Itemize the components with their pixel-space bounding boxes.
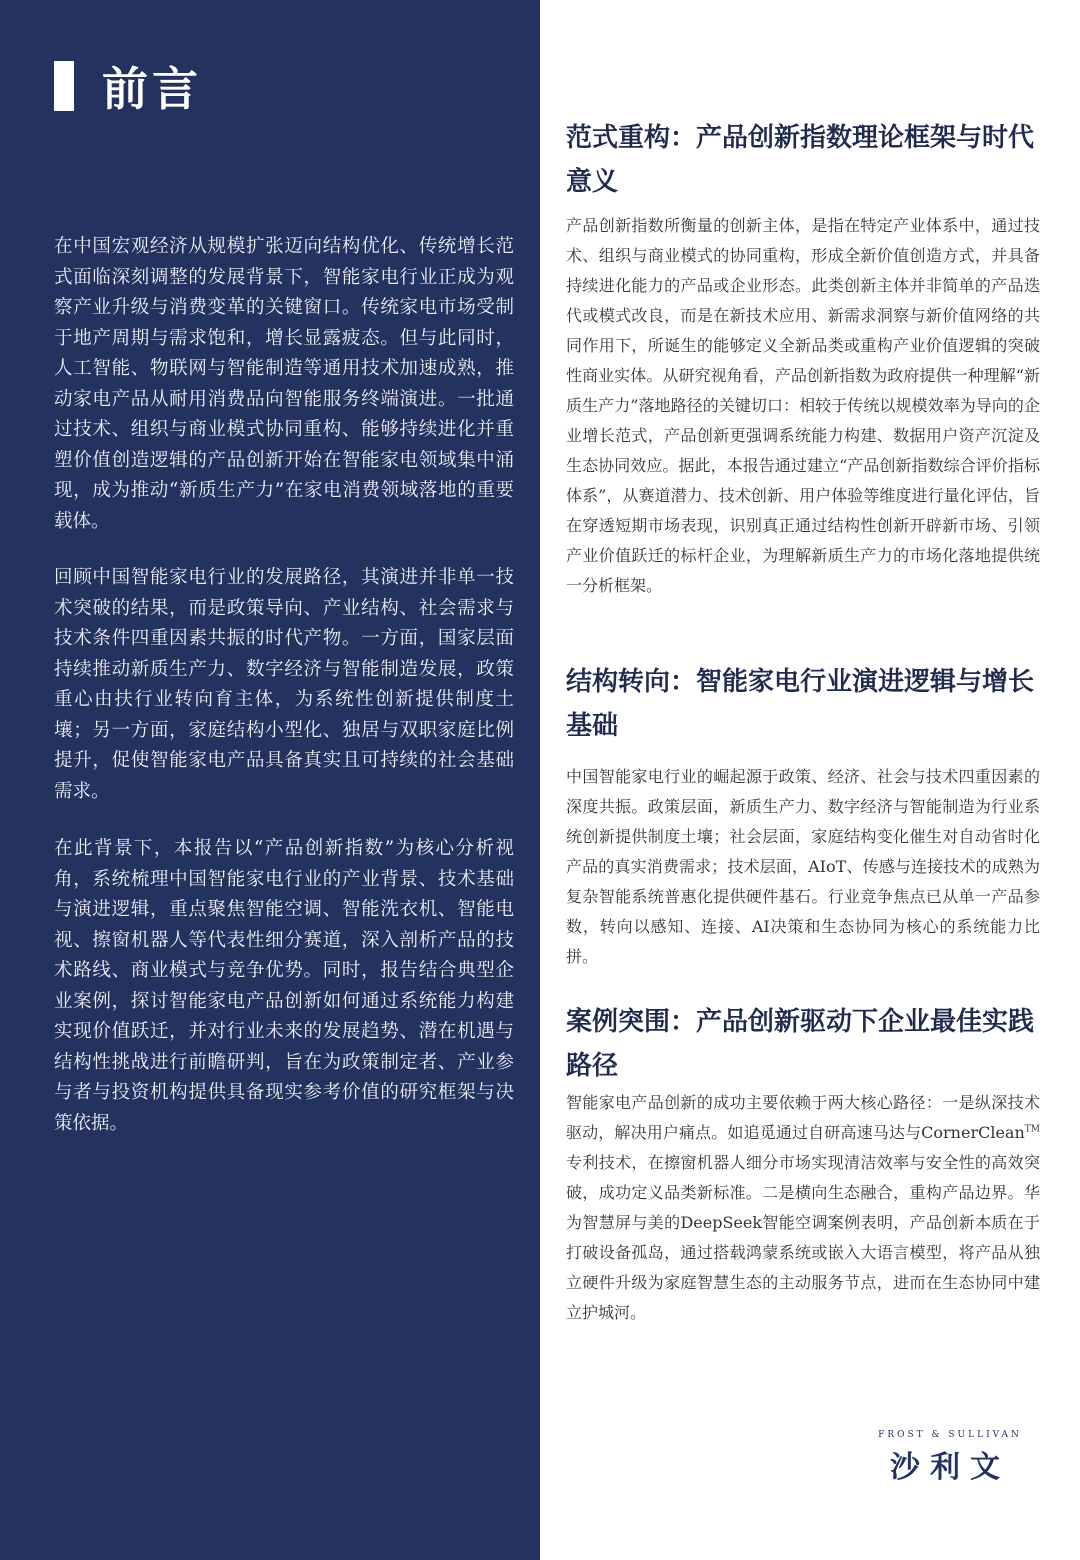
section-body-paradigm: 产品创新指数所衡量的创新主体，是指在特定产业体系中，通过技术、组织与商业模式的协同重构，形成全新价值创造方式，并具备持续进化能力的产品或企业形态。此类创新主体并非简单的产品迭代或模式改良，而是在新技术应用、新需求洞察与新价值网络的共同作用下，所诞生的能够定义全新品类或重构产业价值逻辑的突破性商业实体。从研究视角看，产品创新指数为政府提供一种理解“新质生产力”落地路径的关键切口：相较于传统以规模效率为导向的企业增长范式，产品创新更强调系统能力构建、数据用户资产沉淀及生态协同效应。据此，本报告通过建立“产品创新指数综合评价指标体系”，从赛道潜力、技术创新、用户体验等维度进行量化评估，旨在穿透短期市场表现，识别真正通过结构性创新开辟新市场、引领产业价值跃迁的标杆企业，为理解新质生产力的市场化落地提供统一分析框架。 [566,216,1040,595]
intro-paragraph-2: 回顾中国智能家电行业的发展路径，其演进并非单一技术突破的结果，而是政策导向、产业结构、社会需求与技术条件四重因素共振的时代产物。一方面，国家层面持续推动新质生产力、数字经济与智能制造发展，政策重心由扶行业转向育主体，为系统性创新提供制度土壤；另一方面，家庭结构小型化、独居与双职家庭比例提升，促使智能家电产品具备真实且可持续的社会基础需求。 [54,567,514,802]
trademark-mark: TM [1024,1124,1040,1135]
page-title: 前言 [102,62,202,116]
logo-chinese: 沙利文 [890,1450,1010,1485]
cases-body-part2: 专利技术，在擦窗机器人细分市场实现清洁效率与安全性的高效突破，成功定义品类新标准。二是横向生态融合，重构产品边界。华为智慧屏与美的DeepSeek智能空调案例表明，产品创新本质在于打破设备孤岛，通过搭载鸿蒙系统或嵌入大语言模型，将产品从独立硬件升级为家庭智慧生态的主动服务节点，进而在生态协同中建立护城河。 [566,1153,1040,1322]
intro-paragraph-1: 在中国宏观经济从规模扩张迈向结构优化、传统增长范式面临深刻调整的发展背景下，智能家电行业正成为观察产业升级与消费变革的关键窗口。传统家电市场受制于地产周期与需求饱和，增长显露疲态。但与此同时，人工智能、物联网与智能制造等通用技术加速成熟，推动家电产品从耐用消费品向智能服务终端演进。一批通过技术、组织与商业模式协同重构、能够持续进化并重塑价值创造逻辑的产品创新开始在智能家电领域集中涌现，成为推动“新质生产力”在家电消费领域落地的重要载体。 [54,236,514,532]
logo-english: FROST & SULLIVAN [878,1430,1022,1440]
cases-body-part1: 智能家电产品创新的成功主要依赖于两大核心路径：一是纵深技术驱动，解决用户痛点。如追觅通过自研高速马达与CornerClean [566,1093,1040,1142]
section-title-cases: 案例突围：产品创新驱动下企业最佳实践路径 [566,1007,1035,1081]
section-title-structure: 结构转向：智能家电行业演进逻辑与增长基础 [566,667,1035,741]
title-marker-bar [54,61,74,111]
intro-paragraph-3: 在此背景下，本报告以“产品创新指数”为核心分析视角，系统梳理中国智能家电行业的产业背景、技术基础与演进逻辑，重点聚焦智能空调、智能洗衣机、智能电视、擦窗机器人等代表性细分赛道，深入剖析产品的技术路线、商业模式与竞争优势。同时，报告结合典型企业案例，探讨智能家电产品创新如何通过系统能力构建实现价值跃迁，并对行业未来的发展趋势、潜在机遇与结构性挑战进行前瞻研判，旨在为政策制定者、产业参与者与投资机构提供具备现实参考价值的研究框架与决策依据。 [54,838,514,1134]
section-body-cases [566,1088,1040,1328]
page-title-block [54,58,202,114]
section-title-paradigm: 范式重构：产品创新指数理论框架与时代意义 [566,123,1035,197]
section-body-structure: 中国智能家电行业的崛起源于政策、经济、社会与技术四重因素的深度共振。政策层面，新质生产力、数字经济与智能制造为行业系统创新提供制度土壤；社会层面，家庭结构变化催生对自动省时化产品的真实消费需求；技术层面，AIoT、传感与连接技术的成熟为复杂智能系统普惠化提供硬件基石。行业竞争焦点已从单一产品参数，转向以感知、连接、AI决策和生态协同为核心的系统能力比拼。 [566,767,1040,966]
frost-sullivan-logo [870,1430,1030,1486]
